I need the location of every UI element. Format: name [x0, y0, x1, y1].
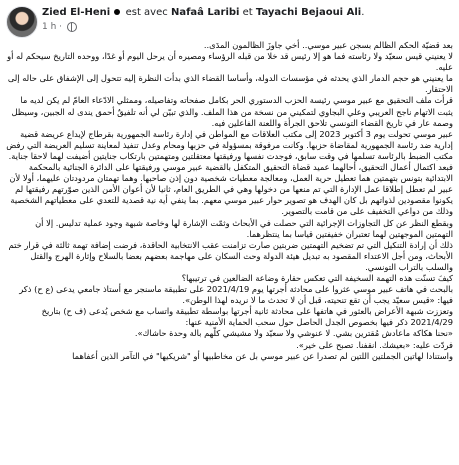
author-line: Zied El-Heni est avec Nafaâ Laribi et Tayachi Bejaoui Ali.: [42, 7, 365, 18]
post-paragraph: ما يعنيني هو حجم الدمار الذي يحدثه في مؤسسات الدولة، وأساسا القضاء الذي بدأت النظرة إليه تتحول إلى الإشفاق على حاله إلى الاحتقار.: [7, 73, 453, 95]
post-paragraph: «نحنا هكاكة ماعادش مُقترين بشي. لا عنوشي ولا سعيّد ولا مشيشي كلّهم بالة وحدة حاشاك».: [134, 328, 453, 339]
post-time[interactable]: 1 h: [42, 22, 57, 32]
post-meta: 1 h ·: [42, 21, 77, 33]
tagged-user-1[interactable]: Nafaâ Laribi: [170, 7, 240, 18]
verified-dot-icon: [114, 9, 120, 15]
globe-icon: [67, 22, 77, 32]
post-paragraph: قرأت ملف التحقيق مع عبير موسي رئيسة الحزب الدستوري الحر بكامل صفحاته وتفاصيله، وممثلي الادّعاء العامّ لم يكن لديه ما يثبت الاتهام ناجح العريبي وعلي البجاوي لتمكيني من نسخة من هذا الملف. والذي تبيّن لي أنه تلفيقٌ أحمق يندى له الجبين، وسيظل وصمة عار في تاريخ القضاء التونسي تلاحق الجرأة واللعنة الفاعلين فيه.: [11, 95, 453, 128]
with-text: est avec: [125, 7, 168, 18]
tagged-user-2[interactable]: Tayachi Bejaoui Ali: [255, 7, 362, 18]
post-paragraph: كيفَ تسنّت هذه التهمة السخيفة التي تعكس حقارة وضاعة الضالعين في ترتيبها؟: [181, 272, 453, 283]
post-paragraph: بعد قضيّة الحكم الظالم بسجن عبير موسي.. أخي جاوزَ الظالمون المدَى..: [203, 40, 453, 50]
post-paragraph: وبقطع النظر عن كل التجاوزات الإجرائية التي حصلت في الأبحاث وثمّت الإشارة لها وخاصة شبهة وجود عملية تدليس. إلا أن التهمتين الموجهتين لهما تعتبران خفيفتين قياسا بما ينتظرهما.: [35, 217, 453, 239]
post-header: [6, 4, 453, 42]
post-paragraph: فردّت عليه: «بعيشك. انقفنا. تصبح على خير».: [296, 339, 453, 350]
post-paragraph: لا يعنيني قيس سعيّد ولا رئاسته فما هو إلا رئيس قد خلا من قبله الرؤساء ومصيره أن يرحل اليوم أو غدًا، ووحده التاريخ سيحكم له أو عليه.: [7, 51, 453, 73]
and-text: et: [242, 7, 253, 18]
post-body: [6, 40, 453, 465]
post-paragraph: فبعد اكتمال أعمال التحقيق، أحالهما عميد قضاة التحقيق المتكفل بالقضية عبير موسي ورفيقتها على الدائرة الجنائية بالمحكمة الابتدائية بتونس بتهمتين هما تعطيل حرية العمل، ومعالجة معطيات شخصية دون إذن صاحبها. وهما تهمتان مردودتان عليهما، أولا لأن عبير لم تعطل إطلاقا عمل الإدارة التي تم منعها من دخولها وهي في الطريق العام، ثانيا لأن أعوان الأمن الذين صوّرتهم رفيقتها لم يكونوا مقصودين لذواتهم بل كان الهدف هو تصوير حوار عبير موسي معهم. بما ينفي أية نية قصدية للتعدي على معطياتهم الشخصية وذلك من دواعي التخفيف على من قامت بالتصوير.: [9, 162, 453, 217]
post-paragraph: بالبحث في هاتف عبير موسي عثروا على محادثة أجرتها يوم 2021/4/19 على تطبيقة ماسنجر مع أستاذ جامعي يدعى (ع ح) ذكر فيها: «قيس سعيّد يجب أن تقع تنحيته، قبل أن لا تحدث ما لا نريده لهذا الوطن».: [19, 284, 453, 306]
post-paragraph: وتعززت شبهة الأعراض بالعثور في هاتفها على محادثة ثانية أجرتها بواسطة تطبيقة واتساب مع شخص يُدعى (ف ح) بتاريخ 2021/4/29 ذكر فيها بخصوص الجدل الحاصل حول سحب الحماية الأمنية عنها:: [41, 306, 453, 328]
post-paragraph: ذلك أن إرادة التنكيل التي تم تضخيم التهمتين ضربتين صارت تزامنت عقب الانتخابية الحاقدة، فرضت إضافة تهمة ثالثة في قرار ختم الأبحاث، ومن أجل الاعتداء المقصود به تبديل هيئة الدولة وحث السكان على مهاجمة بعضهم بعضا بالسلاح وإثارة الهرج والقتل والسلب بالتراب التونسي.: [8, 239, 453, 272]
post-paragraph: واستنادا لهاتين الجملتين اللتين لم تصدرا عن عبير موسي بل عن مخاطبيها أو "شريكيها" في التآمر الذين أعفاهما: [72, 350, 453, 361]
author-avatar[interactable]: [6, 6, 38, 38]
author-name[interactable]: Zied El-Heni: [42, 7, 111, 18]
post-paragraph: عبير موسي تحولت يوم 3 أكتوبر 2023 إلى مكتب العلاقات مع المواطن في إدارة رئاسة الجمهورية بقرطاج لإيداع عريضة قضية إدارية ضد رئاسة الجمهورية لمقاضاة حزبها. وكانت مرفوقة بمسؤولة في حزبها ومحام وعدل تنفيذ لمعاينة تسليم العريضة التي رفض مكتب الضبط بالرئاسة تسلمها في وقت سابق، فوجدت نفسها ورفيقتها معتقلتين ومتهمتين بارتكاب جنايتين أضيفت لهما لاحقا جناية.: [6, 128, 453, 161]
